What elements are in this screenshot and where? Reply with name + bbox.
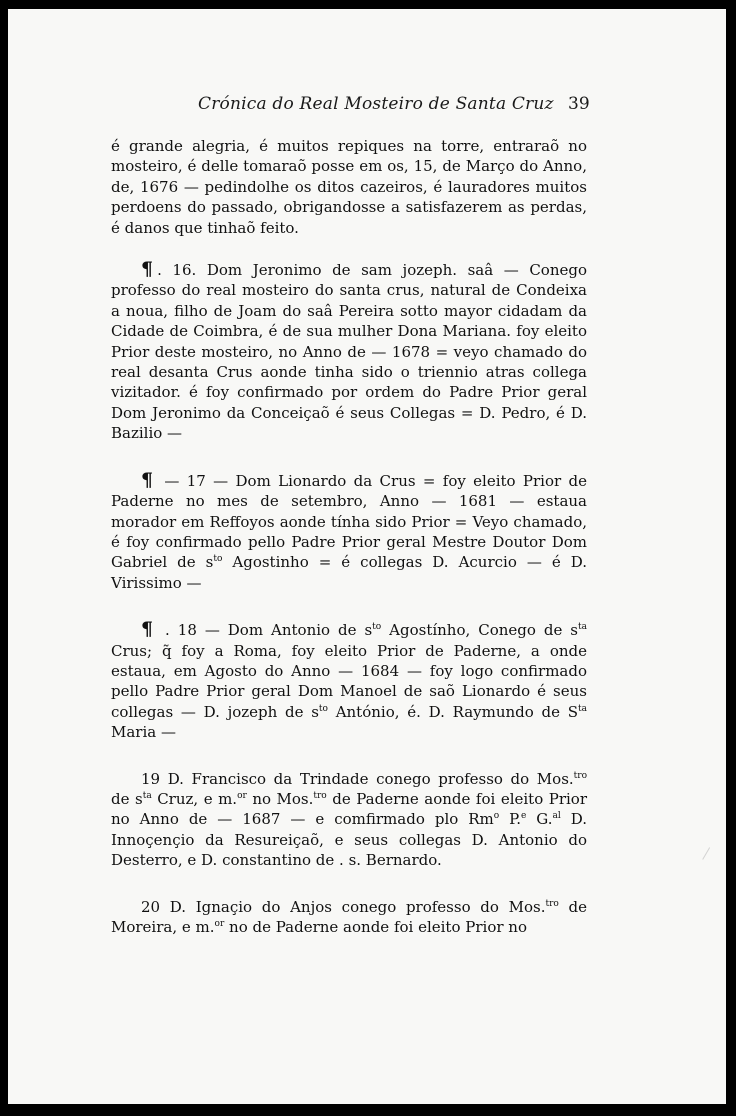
superscript: to: [318, 703, 328, 714]
paragraph-4-text: António, é. D. Raymundo de S: [327, 702, 579, 721]
superscript: tro: [573, 770, 587, 781]
paragraph-3-text: Agostinho = é collegas D. Acurcio — é D. Virissimo —: [111, 553, 587, 592]
superscript: or: [237, 790, 247, 801]
superscript: ta: [578, 703, 587, 714]
running-title: Crónica do Real Mosteiro de Santa Cruz: [198, 94, 554, 114]
paragraph-4-text: Maria —: [111, 723, 176, 742]
superscript: e: [520, 811, 527, 822]
paragraph-5: [111, 769, 587, 871]
paragraph-6-text: no de Paderne aonde foi eleito Prior no: [224, 918, 527, 936]
paragraph-6: [111, 897, 587, 938]
paragraph-3-text: — 17 — Dom Lionardo da Crus = foy eleito Prior de Paderne no mes de setembro, Anno — 1681 — estaua morador em Reffoyos aonde tínha sido Prior = Veyo chamado, é foy confirmado pello Padre Prior geral Mestre Doutor Dom Gabriel de s: [111, 471, 587, 572]
paragraph-5-text: de Paderne aonde foi eleito Prior no Anno de — 1687 — e comfirmado plo Rm: [111, 789, 587, 829]
superscript: tro: [313, 790, 327, 801]
superscript: to: [213, 554, 223, 565]
paragraph-6-text: 20 D. Ignaçio do Anjos conego professo do Mos.: [141, 897, 546, 916]
paragraph-5-text: Cruz, e m.: [151, 789, 238, 808]
superscript: or: [214, 919, 225, 929]
superscript: tro: [545, 898, 559, 909]
paragraph-1: [111, 136, 587, 238]
superscript: al: [552, 811, 561, 822]
superscript: ta: [142, 790, 152, 801]
superscript: to: [372, 622, 382, 633]
paragraph-4-text: Crus; q̃ foy a Roma, foy eleito Prior de Paderne, a onde estaua, em Agosto do Anno — 1684 — foy logo confirmado pello Padre Prior geral Dom Manoel de saõ Lionardo é seus collegas — D. jozeph de s: [111, 641, 587, 721]
superscript: o: [493, 811, 500, 822]
paragraph-5-text: G.: [526, 810, 553, 829]
page-header: [8, 94, 726, 122]
paragraph-4: [111, 619, 587, 742]
paragraph-5-text: P.: [499, 810, 521, 829]
paragraph-4-text: Agostínho, Conego de s: [381, 621, 579, 640]
page-number: 39: [568, 94, 590, 114]
paragraph-4-text: . 18 — Dom Antonio de s: [157, 621, 373, 640]
paragraph-5-text: no Mos.: [246, 789, 314, 808]
paragraph-6-text: de Moreira, e m.: [111, 897, 587, 936]
paragraph-2-text: . 16. Dom Jeronimo de sam jozeph. saâ — Conego professo do real mosteiro do santa crus, natural de Condeixa a noua, filho de Joam do saâ Pereira sotto mayor cidadam da Cidade de Coimbra, é de sua mulher Dona Mariana. foy eleito Prior deste mosteiro, no Anno de — 1678 = veyo chamado do real desanta Crus aonde tinha sido o triennio atras collega vizitador. é foy confirmado por ordem do Padre Prior geral Dom Jeronimo da Conceiçaõ é seus Collegas = D. Pedro, é D. Bazilio —: [111, 261, 587, 443]
superscript: ta: [578, 622, 587, 633]
pilcrow-icon: ¶: [141, 618, 154, 641]
paragraph-5-text: D. Innoçençio da Resureiçaõ, e seus collegas D. Antonio do Desterro, e D. constantino de . s. Bernardo.: [111, 810, 588, 870]
paragraph-2: [111, 259, 587, 444]
pilcrow-icon: ¶: [141, 468, 154, 491]
paragraph-5-text: 19 D. Francisco da Trindade conego professo do Mos.: [141, 769, 574, 788]
body-text: [111, 136, 587, 963]
pilcrow-icon: ¶: [141, 258, 154, 281]
paragraph-1-text: é grande alegria, é muitos repiques na torre, entraraõ no mosteiro, é delle tomaraõ posse em os, 15, de Março do Anno, de, 1676 — pedindolhe os ditos cazeiros, é lauradores muitos perdoens do passado, obrigandosse a satisfazerem as perdas, é danos que tinhaõ feito.: [111, 137, 587, 237]
paragraph-5-text: de s: [111, 789, 143, 808]
paper-scratch-mark: [702, 847, 719, 865]
paragraph-3: [111, 470, 587, 593]
book-page: [8, 9, 726, 1104]
